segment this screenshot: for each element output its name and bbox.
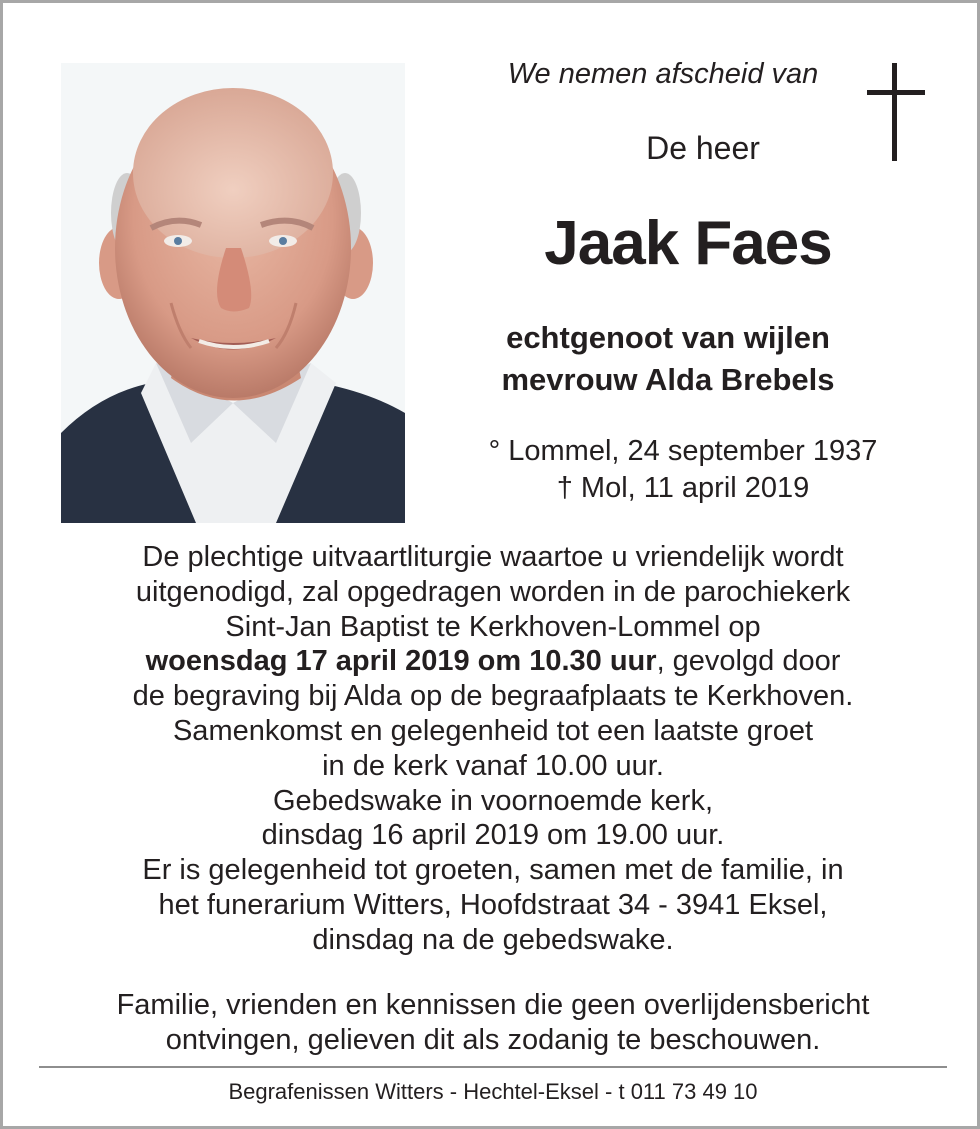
intro-text: We nemen afscheid van xyxy=(507,58,819,90)
body-line: het funerarium Witters, Hoofdstraat 34 - 3941 Eksel, xyxy=(158,888,828,921)
body-line: dinsdag na de gebedswake. xyxy=(312,923,674,956)
body-line: uitgenodigd, zal opgedragen worden in de parochiekerk xyxy=(135,575,851,608)
body-line: Samenkomst en gelegenheid tot een laatste groet xyxy=(172,714,814,747)
body-line: De plechtige uitvaartliturgie waartoe u vriendelijk wordt xyxy=(142,541,844,573)
death-date: Mol, 11 april 2019 xyxy=(580,472,810,504)
body-line-rest: , gevolgd door xyxy=(656,645,841,678)
deceased-title: De heer xyxy=(646,130,760,166)
body-line: dinsdag 16 april 2019 om 19.00 uur. xyxy=(261,819,725,852)
death-date-line xyxy=(443,470,923,507)
closing-line: Familie, vrienden en kennissen die geen overlijdensbericht xyxy=(116,989,870,1021)
body-line: in de kerk vanaf 10.00 uur. xyxy=(322,749,664,782)
closing-line: ontvingen, gelieven dit als zodanig te beschouwen. xyxy=(165,1024,821,1056)
body-line xyxy=(63,644,923,679)
body-line: Sint-Jan Baptist te Kerkhoven-Lommel op xyxy=(225,610,761,643)
dagger-icon: † xyxy=(556,472,573,504)
deceased-name: Jaak Faes xyxy=(544,209,832,278)
spouse-line: echtgenoot van wijlen xyxy=(506,320,830,355)
birth-date: ° Lommel, 24 september 1937 xyxy=(488,435,878,467)
body-line: Gebedswake in voornoemde kerk, xyxy=(272,784,714,817)
spouse-line: mevrouw Alda Brebels xyxy=(501,362,835,397)
funeral-home-footer: Begrafenissen Witters - Hechtel-Eksel - t 011 73 49 10 xyxy=(228,1079,758,1104)
funeral-datetime: woensdag 17 april 2019 om 10.30 uur xyxy=(145,645,657,678)
life-dates xyxy=(443,433,923,507)
body-line: de begraving bij Alda op de begraafplaats te Kerkhoven. xyxy=(132,680,854,713)
body-line: Er is gelegenheid tot groeten, samen met de familie, in xyxy=(142,854,844,887)
funeral-details xyxy=(63,540,923,958)
closing-note xyxy=(63,988,923,1058)
portrait-photo xyxy=(61,63,405,523)
spouse-info xyxy=(433,317,903,401)
divider xyxy=(39,1066,947,1068)
